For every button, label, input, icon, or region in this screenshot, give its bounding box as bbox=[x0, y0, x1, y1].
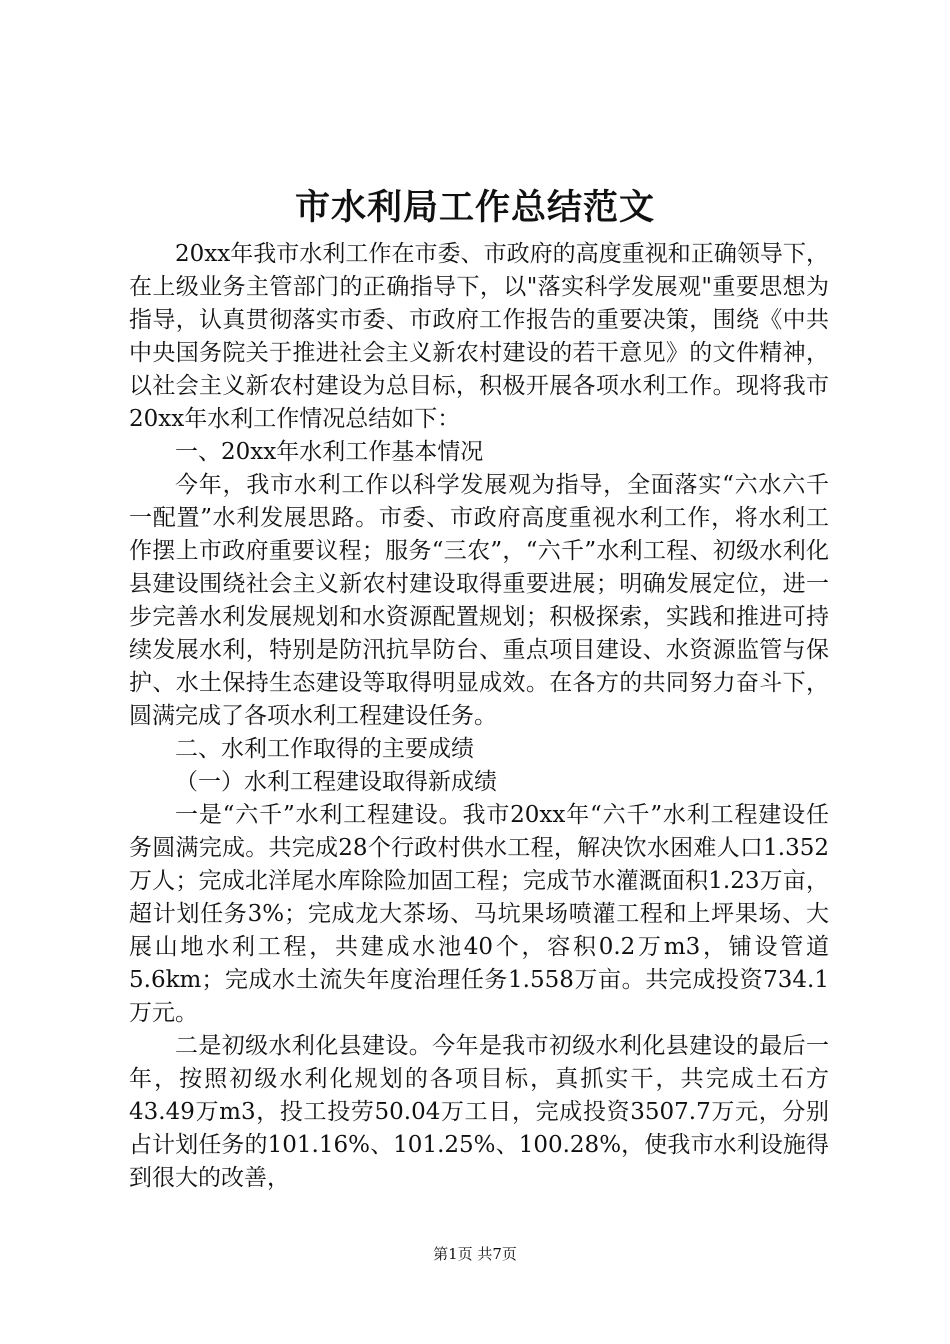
basic-situation-paragraph: 今年，我市水利工作以科学发展观为指导，全面落实“六水六千一配置”水利发展思路。市委、市政府高度重视水利工作，将水利工作摆上市政府重要议程；服务“三农”，“六千”水利工程、初级水利化县建设围绕社会主义新农村建设取得重要进展；明确发展定位，进一步完善水利发展规划和水资源配置规划；积极探索，实践和推进可持续发展水利，特别是防汛抗旱防台、重点项目建设、水资源监管与保护、水土保持生态建设等取得明显成效。在各方的共同努力奋斗下，圆满完成了各项水利工程建设任务。 bbox=[129, 472, 829, 729]
achievement-paragraph-1: 一是“六千”水利工程建设。我市20xx年“六千”水利工程建设任务圆满完成。共完成28个行政村供水工程，解决饮水困难人口1.352万人；完成北洋尾水库除险加固工程；完成节水灌溉面积1.23万亩，超计划任务3%；完成龙大茶场、马坑果场喷灌工程和上坪果场、大展山地水利工程，共建成水池40个，容积0.2万m3，铺设管道5.6km；完成水土流失年度治理任务1.558万亩。共完成投资734.1万元。 bbox=[129, 802, 829, 1026]
achievement-paragraph-2: 二是初级水利化县建设。今年是我市初级水利化县建设的最后一年，按照初级水利化规划的各项目标，真抓实干，共完成土石方43.49万m3，投工投劳50.04万工日，完成投资3507.7万元，分别占计划任务的101.16%、101.25%、100.28%，使我市水利设施得到很大的改善， bbox=[129, 1033, 829, 1191]
page-footer: 第1页 共7页 bbox=[433, 1245, 517, 1263]
document-body bbox=[129, 238, 829, 1195]
section-heading-1: 一、20xx年水利工作基本情况 bbox=[175, 439, 484, 465]
subsection-heading-1: （一）水利工程建设取得新成绩 bbox=[175, 769, 497, 795]
intro-paragraph: 20xx年我市水利工作在市委、市政府的高度重视和正确领导下，在上级业务主管部门的正确指导下，以"落实科学发展观"重要思想为指导，认真贯彻落实市委、市政府工作报告的重要决策，围绕《中共中央国务院关于推进社会主义新农村建设的若干意见》的文件精神，以社会主义新农村建设为总目标，积极开展各项水利工作。现将我市20xx年水利工作情况总结如下： bbox=[129, 241, 829, 432]
document-title: 市水利局工作总结范文 bbox=[294, 187, 655, 228]
section-heading-2: 二、水利工作取得的主要成绩 bbox=[175, 736, 474, 762]
